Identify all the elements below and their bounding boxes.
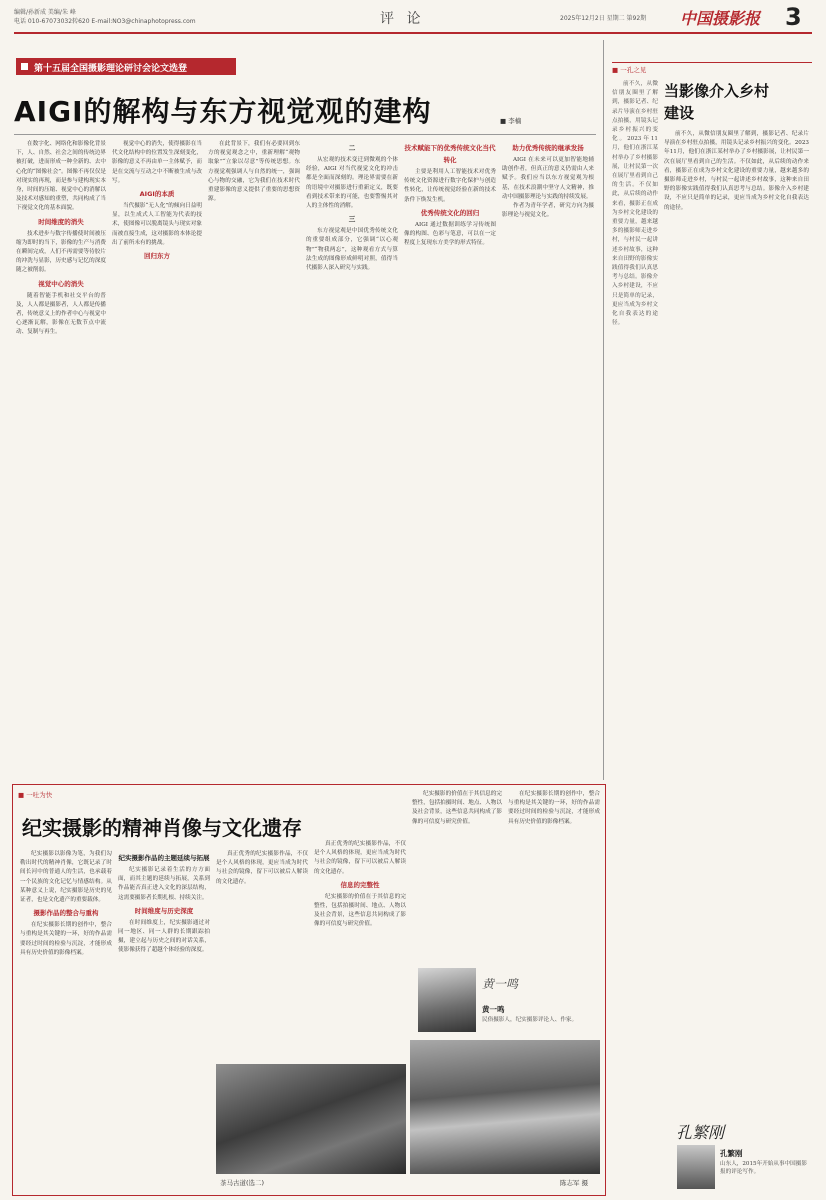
feature-col3-text: 在此背景下，我们有必要回到东方的视觉观念之中，重新理解“观物取象”“立象以尽意”等传统思想。东方视觉观强调人与自然的统一，强调心与物的交融，它为我们在技术时代重建影像的意义提供了重要的思想资源。 — [208, 141, 300, 203]
bottom-column-2 — [118, 850, 210, 1188]
bottom-col3-repeat: 真正优秀的纪实摄影作品，不仅是个人风格的体现，更应当成为时代与社会的镜像，留下可以被后人解读的文化遗存。 — [216, 851, 308, 885]
bottom-sub-1: 摄影作品的整合与重构 — [33, 909, 99, 918]
feature-column-2 — [112, 140, 202, 780]
bottom-col1-text: 纪实摄影以影像为笔，为我们勾勒出时代的精神肖像，它既记录了时间长河中的普通人的生活，也承载着一个民族的文化记忆与情感结构。从某种意义上说，纪实摄影是历史的见证者，也是文化遗产的重要载体。 — [20, 851, 112, 904]
bottom-author-signature: 黄一鸣 — [482, 977, 519, 991]
bottom-author-portrait — [418, 968, 476, 1032]
bottom-photo-caption: 茶马古道(选二) — [220, 1179, 265, 1187]
bottom-photo-2 — [410, 1040, 600, 1174]
right-column-left-strip — [612, 80, 658, 1000]
right-author-portrait — [677, 1145, 715, 1189]
bottom-column-4 — [314, 840, 406, 1060]
bottom-col5-text: 真正优秀的纪实摄影作品，不仅是个人风格的体现，更应当成为时代与社会的镜像，留下可以被后人解读的文化遗存。 — [314, 841, 406, 875]
bottom-col3-text: 在时间维度上，纪实摄影通过对同一地区、同一人群的长期跟踪拍摄，建立起与历史之间的对话关系，使影像获得了超越个体经验的深度。 — [118, 919, 210, 954]
bottom-col6-right: 在纪实摄影长期的创作中，整合与重构是其关键的一环，好的作品需要经过时间的检验与沉淀，才能形成具有历史价值的影像档案。 — [508, 791, 600, 825]
right-column-title: 当影像介入乡村建设 — [664, 82, 770, 122]
bottom-feature-tag — [18, 790, 52, 799]
right-author-bio: 山东人，2015年开始从事中国摄影报的评论写作。 — [720, 1161, 807, 1175]
feature-banner — [16, 58, 236, 75]
feature-col4-text: 从宏观的技术变迁到微观的个体经验，AIGI 对当代视觉文化的冲击都是全面而深刻的。理论界需要在新的语境中对摄影进行重新定义，既要看到技术带来的可能，也要警惕其对人的主体性的消解。 — [306, 157, 398, 210]
masthead-rule — [14, 32, 812, 34]
feature-col5-text: 东方视觉观是中国优秀传统文化的重要组成部分，它强调“以心观物”“物我两忘”，这种观看方式与算法生成的图像形成鲜明对照，值得当代摄影人深入研究与实践。 — [306, 228, 398, 272]
feature-sub-tech: 技术赋能下的优秀传统文化当代转化 — [404, 144, 496, 164]
bottom-col2-text: 纪实摄影记录着生活的方方面面，而其主题的延续与拓展，关系到作品能否真正进入文化的深层结构，这需要摄影者长期扎根、持续关注。 — [118, 867, 210, 901]
bottom-photo-1 — [216, 1064, 406, 1174]
feature-sub-value: 优秀传统文化的回归 — [420, 208, 480, 217]
right-column-strip-text: 前不久，从微信朋友圈里了解到，摄影记者、纪录片导演在乡村驻点拍摄，用镜头记录乡村振兴的变化。2023年11月，他们在浙江某村举办了乡村摄影展，让村民第一次在展厅里看到自己的生活。不仅如此，从后续的动作来看，摄影正在成为乡村文化建设的重要力量，越来越多的摄影师走进乡村，与村民一起讲述乡村故事，这种来自田野的影像实践值得我们认真思考与总结。影像介入乡村建设，不应只是简单的记录，更应当成为乡村文化自我表达的途径。 — [612, 81, 658, 327]
bottom-photo-credit: 陈志军 摄 — [560, 1179, 589, 1187]
right-column-signature — [676, 1120, 724, 1143]
tag-marker-icon: ■ — [612, 66, 621, 74]
bottom-author-bio: 民俗摄影人，纪实摄影评论人、作家。 — [482, 1017, 578, 1023]
feature-col7-end: 作者为青年学者，研究方向为摄影理论与视觉文化。 — [502, 203, 594, 219]
feature-sub-cooperate: 助力优秀传统的继承发扬 — [512, 144, 584, 152]
bottom-col4-text: 纪实摄影的价值在于其信息的完整性，包括拍摄时间、地点、人物以及社会背景，这些信息共同构成了影像的可信度与研究价值。 — [314, 893, 406, 928]
bottom-feature-title: 纪实摄影的精神肖像与文化遗存 — [22, 816, 302, 840]
feature-col1-time: 技术进步与数字传播使时间被压缩为即时的当下，影像的生产与消费在瞬间完成，人们不再需要等待胶片的冲洗与显影，历史感与记忆的深度随之被削弱。 — [16, 230, 106, 274]
feature-banner-text: 第十五届全国摄影理论研讨会论文选登 — [34, 64, 188, 74]
masthead-page-number: 3 — [785, 3, 802, 31]
feature-column-4 — [306, 140, 398, 780]
bottom-tag-marker-icon: ■ — [18, 791, 27, 799]
right-column-tag — [612, 62, 812, 74]
bottom-sub-2: 纪实摄影作品的主题延续与拓展 — [118, 854, 210, 862]
masthead-editors: 编辑/孙新成 美编/朱 峰 — [14, 9, 76, 16]
feature-col6-text: 主要是利用人工智能技术对优秀传统文化资源进行数字化保护与创造性转化，让传统视觉经验在新的技术条件下焕发生机。 — [404, 169, 496, 203]
bottom-col1b-text: 在纪实摄影长期的创作中，整合与重构是其关键的一环，好的作品需要经过时间的检验与沉淀，才能形成具有历史价值的影像档案。 — [20, 922, 112, 956]
feature-col2-intro: 视觉中心的消失，使得摄影在当代文化结构中的位置发生深刻变化，影像的意义不再由单一主体赋予，而是在交流与互动之中不断被生成与改写。 — [112, 141, 202, 184]
right-column-divider — [603, 40, 604, 780]
feature-title: AIGI的解构与东方视觉观的建构 — [14, 95, 432, 128]
feature-sub-center: 视觉中心的消失 — [38, 279, 84, 288]
right-author-name: 孔繁刚 — [720, 1149, 743, 1158]
feature-title-rule — [14, 134, 596, 135]
bottom-feature-tag-text: 一吐为快 — [26, 791, 53, 799]
feature-col1-center: 随着智能手机和社交平台的普及，人人都是摄影者，人人都是传播者，传统意义上的作者中心与视觉中心逐渐瓦解，影像在无数节点中流动、复制与再生。 — [16, 292, 106, 336]
feature-sub-aigi: AIGI的本质 — [139, 190, 175, 199]
bottom-column-6 — [508, 790, 600, 955]
signature-name: 孔繁刚 — [676, 1123, 725, 1142]
bottom-author-name: 黄一鸣 — [482, 1005, 505, 1014]
bottom-sub-4: 信息的完整性 — [340, 880, 380, 889]
right-column-text: 前不久，从微信朋友圈里了解到，摄影记者、纪录片导演在乡村驻点拍摄，用镜头记录乡村振兴的变化。2023年11月，他们在浙江某村举办了乡村摄影展，让村民第一次在展厅里看到自己的生活。不仅如此，从后续的动作来看，摄影正在成为乡村文化建设的重要力量，越来越多的摄影师走进乡村，与村民一起讲述乡村故事，这种来自田野的影像实践值得我们认真思考与总结。影像介入乡村建设，不应只是简单的记录，更应当成为乡村文化自我表达的途径。 — [664, 131, 809, 211]
feature-column-5 — [404, 140, 496, 780]
feature-col2-aigi: 当代摄影“无人化”的倾向日益明显，以生成式人工智能为代表的技术，使图像可以脱离镜头与现实对象而被直接生成，这对摄影的本体论提出了前所未有的挑战。 — [112, 203, 202, 246]
bottom-column-1 — [20, 850, 112, 1188]
feature-author-name: 李楠 — [508, 117, 522, 125]
right-column-body — [664, 130, 809, 1000]
feature-column-1 — [16, 140, 106, 780]
feature-col1-intro: 在数字化、网络化和影像化背景下，人、自然、社会之间的传统边界被打破，进而形成一种全新的、去中心化的“图像社会”。图像不再仅仅是对现实的再现，而是参与建构现实本身，时间的压缩、视觉中心的消解以及技术对感知的重塑，共同构成了当下视觉文化的基本面貌。 — [16, 141, 106, 212]
feature-col5-heading: 三 — [348, 215, 356, 224]
right-column-tag-text: 一孔之见 — [620, 66, 647, 74]
author-marker-icon: ■ — [500, 117, 509, 125]
bottom-sub-3: 时间维度与历史深度 — [134, 906, 194, 915]
feature-sub-time: 时间维度的消失 — [38, 217, 84, 226]
bottom-col5-right: 纪实摄影的价值在于其信息的完整性，包括拍摄时间、地点、人物以及社会背景，这些信息共同构成了影像的可信度与研究价值。 — [412, 791, 502, 825]
bottom-column-5 — [412, 790, 502, 955]
masthead-paper-name: 中国摄影报 — [680, 9, 761, 28]
masthead-date: 2025年12月2日 星期二 第92期 — [560, 15, 647, 22]
feature-sub-return: 回归东方 — [144, 252, 170, 261]
feature-col4-heading: 二 — [348, 144, 356, 152]
banner-square-icon — [21, 63, 28, 70]
masthead-contact: 电话 010-67073032转620 E-mail:NO3@chinaphotopress.com — [14, 18, 196, 25]
feature-col7-text: AIGI 在未来可以更加智能地辅助创作者，但真正的意义仍需由人来赋予。我们应当以东方视觉观为根基，在技术浪潮中坚守人文精神，推动中国摄影理论与实践的持续发展。 — [502, 157, 594, 200]
feature-author — [500, 116, 521, 125]
masthead-section: 评 论 — [380, 11, 425, 27]
feature-col6b-text: AIGI 通过数据训练学习传统图像的构图、色彩与笔意，可以在一定程度上复现东方美学的形式特征。 — [404, 221, 496, 247]
bottom-column-3 — [216, 850, 308, 1060]
feature-column-6 — [502, 140, 594, 780]
feature-column-3 — [208, 140, 300, 780]
